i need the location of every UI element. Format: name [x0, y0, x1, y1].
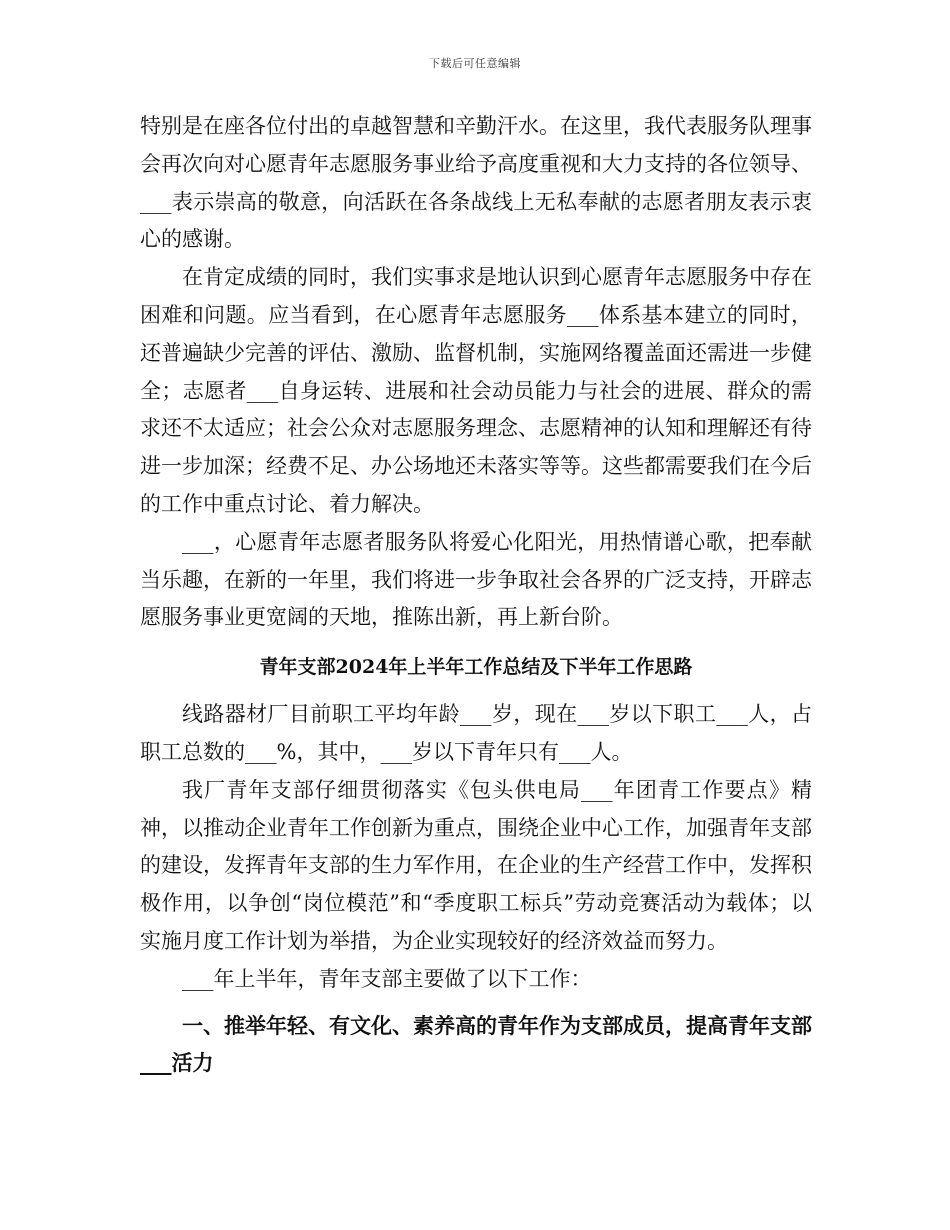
document-body [140, 108, 812, 1082]
paragraph-continuation: 特别是在座各位付出的卓越智慧和辛勤汗水。在这里，我代表服务队理事会再次向对心愿青年志愿服务事业给予高度重视和大力支持的各位领导、___表示崇高的敬意，向活跃在各条战线上无私奉献的志愿者朋友表示衷心的感谢。 [140, 114, 812, 252]
section-title: 青年支部2024年上半年工作总结及下半年工作思路 [259, 656, 693, 679]
paragraph-branch-work: 我厂青年支部仔细贯彻落实《包头供电局___年团青工作要点》精神，以推动企业青年工作创新为重点，围绕企业中心工作，加强青年支部的建设，发挥青年支部的生力军作用，在企业的生产经营工作中，发挥积极作用，以争创“岗位模范”和“季度职工标兵”劳动竞赛活动为载体；以实施月度工作计划为举措，为企业实现较好的经济效益而努力。 [140, 777, 812, 953]
paragraph-staff-stats: 线路器材厂目前职工平均年龄___岁，现在___岁以下职工___人，占职工总数的___%，其中，___岁以下青年只有___人。 [140, 702, 812, 764]
page-header: 下载后可任意编辑 [429, 57, 521, 70]
paragraph-problems: 在肯定成绩的同时，我们实事求是地认识到心愿青年志愿服务中存在困难和问题。应当看到，在心愿青年志愿服务___体系基本建立的同时，还普遍缺少完善的评估、激励、监督机制，实施网络覆盖面还需进一步健全；志愿者___自身运转、进展和社会动员能力与社会的进展、群众的需求还不太适应；社会公众对志愿服务理念、志愿精神的认知和理解还有待进一步加深；经费不足、办公场地还未落实等等。这些都需要我们在今后的工作中重点讨论、着力解决。 [140, 265, 812, 516]
paragraph-outlook: ___，心愿青年志愿者服务队将爱心化阳光，用热情谱心歌，把奉献当乐趣，在新的一年里，我们将进一步争取社会各界的广泛支持，开辟志愿服务事业更宽阔的天地，推陈出新，再上新台阶。 [140, 529, 812, 630]
subsection-heading-1: 一、推举年轻、有文化、素养高的青年作为支部成员，提高青年支部___活力 [140, 1012, 812, 1076]
paragraph-half-year-intro: ___年上半年，青年支部主要做了以下工作： [182, 966, 592, 991]
